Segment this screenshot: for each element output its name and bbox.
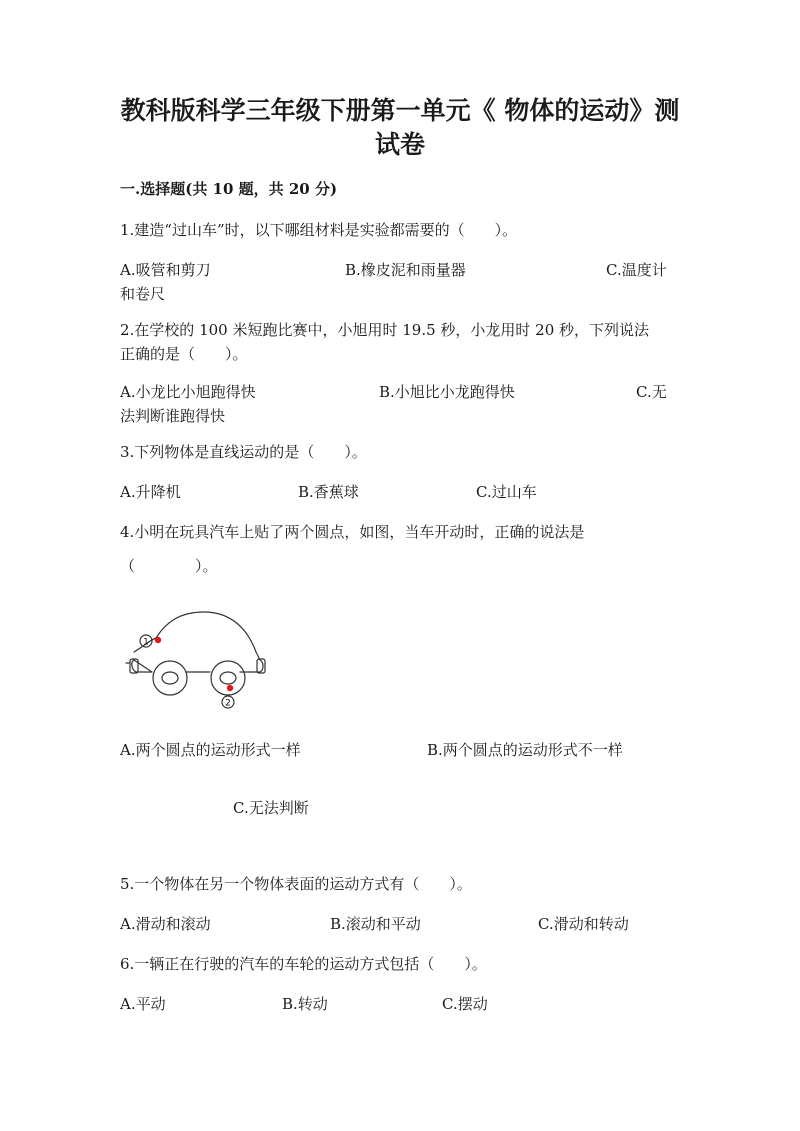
question-1-option-c[interactable]: C.温度计 — [606, 261, 667, 279]
question-3-option-c[interactable]: C.过山车 — [476, 483, 537, 501]
title-line-2: 试卷 — [374, 130, 425, 159]
question-3-option-b[interactable]: B.香蕉球 — [298, 483, 359, 501]
question-4-option-a[interactable]: A.两个圆点的运动形式一样 — [120, 741, 301, 759]
question-6-stem: 6.一辆正在行驶的汽车的车轮的运动方式包括（ ）。 — [120, 955, 487, 973]
red-dot-1 — [155, 637, 161, 643]
label-2-text: 2 — [225, 698, 231, 709]
question-2-stem-line-1: 2.在学校的 100 米短跑比赛中，小旭用时 19.5 秒，小龙用时 20 秒，下列说法 — [120, 321, 650, 339]
question-4-option-b[interactable]: B.两个圆点的运动形式不一样 — [427, 741, 623, 759]
question-2-option-a[interactable]: A.小龙比小旭跑得快 — [120, 383, 256, 401]
red-dot-2 — [227, 685, 233, 691]
question-6-option-c[interactable]: C.摆动 — [442, 995, 488, 1013]
front-wheel — [153, 661, 187, 695]
question-1-option-b[interactable]: B.橡皮泥和雨量器 — [345, 261, 466, 279]
question-5-option-c[interactable]: C.滑动和转动 — [538, 915, 629, 933]
front-wheel-hub — [162, 672, 178, 684]
question-4-stem-line-1: 4.小明在玩具汽车上贴了两个圆点，如图，当车开动时，正确的说法是 — [120, 523, 585, 541]
title-line-1: 教科版科学三年级下册第一单元《 物体的运动》测 — [120, 96, 680, 125]
question-3-stem: 3.下列物体是直线运动的是（ ）。 — [120, 443, 367, 461]
question-5-option-b[interactable]: B.滚动和平动 — [330, 915, 421, 933]
toy-car-figure — [124, 600, 274, 712]
label-1-text: 1 — [143, 637, 149, 648]
question-2-option-b[interactable]: B.小旭比小龙跑得快 — [379, 383, 515, 401]
question-6-option-b[interactable]: B.转动 — [282, 995, 328, 1013]
question-2-option-c-cont: 法判断谁跑得快 — [120, 407, 226, 425]
question-4-option-c[interactable]: C.无法判断 — [233, 799, 309, 817]
question-2-stem-line-2: 正确的是（ ）。 — [120, 345, 248, 363]
page-title — [110, 94, 690, 162]
rear-wheel-hub — [220, 672, 236, 684]
question-5-option-a[interactable]: A.滑动和滚动 — [120, 915, 211, 933]
question-4-stem-line-2: （ ）。 — [120, 557, 218, 575]
question-1-option-c-cont: 和卷尺 — [120, 285, 166, 303]
question-2-option-c[interactable]: C.无 — [636, 383, 667, 401]
question-1-option-a[interactable]: A.吸管和剪刀 — [120, 261, 211, 279]
question-1-stem: 1.建造“过山车”时，以下哪组材料是实验都需要的（ ）。 — [120, 221, 518, 239]
question-5-stem: 5.一个物体在另一个物体表面的运动方式有（ ）。 — [120, 875, 472, 893]
question-6-option-a[interactable]: A.平动 — [120, 995, 166, 1013]
section-heading: 一.选择题(共 10 题，共 20 分) — [120, 180, 338, 198]
question-3-option-a[interactable]: A.升降机 — [120, 483, 181, 501]
